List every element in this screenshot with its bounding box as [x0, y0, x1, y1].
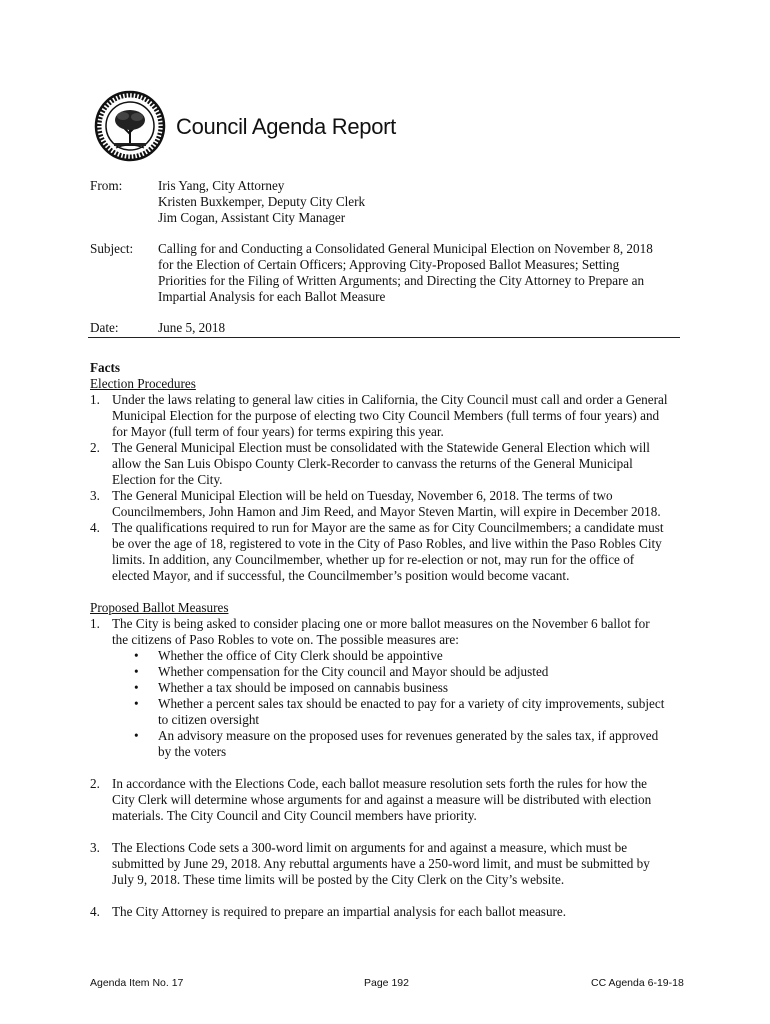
- from-block: [158, 178, 678, 226]
- bullet-icon: •: [134, 680, 139, 695]
- bullet-icon: •: [134, 696, 139, 711]
- item-line: The qualifications required to run for Mayor are the same as for City Councilmembers; a candidate must: [112, 520, 664, 535]
- item-number: 2.: [90, 440, 100, 455]
- bullet-line: An advisory measure on the proposed uses for revenues generated by the sales tax, if approved: [158, 728, 659, 743]
- item-line: be over the age of 18, registered to vote in the City of Paso Robles, and live within the Paso Robles City: [112, 536, 662, 551]
- date-label: Date:: [90, 320, 119, 335]
- subject-block: [158, 241, 678, 305]
- page-title: Council Agenda Report: [176, 114, 396, 139]
- measure-bullet: [90, 728, 682, 760]
- from-label: From:: [90, 178, 123, 193]
- measure-bullet: [90, 696, 682, 728]
- bullet-line: Whether a percent sales tax should be enacted to pay for a variety of city improvements, subject: [158, 696, 665, 711]
- item-line: The General Municipal Election must be consolidated with the Statewide General Election which will: [112, 440, 650, 455]
- item-number: 4.: [90, 904, 100, 919]
- item-line: July 9, 2018. These time limits will be posted by the City Clerk on the City’s website.: [112, 872, 565, 887]
- item-line: The General Municipal Election will be held on Tuesday, November 6, 2018. The terms of two: [112, 488, 613, 503]
- ballot-item: [90, 776, 682, 824]
- city-seal-icon: [94, 90, 166, 162]
- bullet-line: Whether compensation for the City council and Mayor should be adjusted: [158, 664, 549, 679]
- measure-bullet: [90, 664, 682, 680]
- election-procedures-heading: Election Procedures: [90, 376, 196, 391]
- header-divider: [88, 337, 680, 338]
- item-line: allow the San Luis Obispo County Clerk-Recorder to canvass the returns of the General Municipal: [112, 456, 633, 471]
- election-item: [90, 488, 682, 520]
- bullet-icon: •: [134, 664, 139, 679]
- item-line: In accordance with the Elections Code, each ballot measure resolution sets forth the rules for how the: [112, 776, 648, 791]
- from-line: Jim Cogan, Assistant City Manager: [158, 210, 346, 225]
- item-line: Under the laws relating to general law cities in California, the City Council must call and order a General: [112, 392, 668, 407]
- subject-label: Subject:: [90, 241, 134, 256]
- footer-agenda-item: Agenda Item No. 17: [90, 977, 184, 989]
- subject-line: Priorities for the Filing of Written Arguments; and Directing the City Attorney to Prepare an: [158, 273, 645, 288]
- report-body: [90, 360, 682, 920]
- from-line: Iris Yang, City Attorney: [158, 178, 285, 193]
- bullet-line: to citizen oversight: [158, 712, 260, 727]
- subject-line: Impartial Analysis for each Ballot Measure: [158, 289, 386, 304]
- bullet-line: by the voters: [158, 744, 227, 759]
- footer-page-number: Page 192: [364, 977, 409, 989]
- item-line: Councilmembers, John Hamon and Jim Reed, and Mayor Steven Martin, will expire in December 2018.: [112, 504, 661, 519]
- bullet-icon: •: [134, 648, 139, 663]
- election-item: [90, 520, 682, 584]
- item-line: submitted by June 29, 2018. Any rebuttal arguments have a 250-word limit, and must be submitted by: [112, 856, 650, 871]
- item-number: 4.: [90, 520, 100, 535]
- election-item: [90, 440, 682, 488]
- item-number: 3.: [90, 488, 100, 503]
- item-line: City Clerk will determine whose arguments for and against a measure will be distributed with election: [112, 792, 652, 807]
- item-line: The City Attorney is required to prepare an impartial analysis for each ballot measure.: [112, 904, 567, 919]
- measure-bullet: [90, 680, 682, 696]
- item-number: 3.: [90, 840, 100, 855]
- from-line: Kristen Buxkemper, Deputy City Clerk: [158, 194, 366, 209]
- bullet-line: Whether a tax should be imposed on cannabis business: [158, 680, 449, 695]
- item-line: The City is being asked to consider placing one or more ballot measures on the November 6 ballot for: [112, 616, 650, 631]
- item-line: Election for the City.: [112, 472, 223, 487]
- bullet-icon: •: [134, 728, 139, 743]
- ballot-measures-heading: Proposed Ballot Measures: [90, 600, 229, 615]
- subject-line: for the Election of Certain Officers; Approving City-Proposed Ballot Measures; Setting: [158, 257, 620, 272]
- item-line: materials. The City Council and City Council members have priority.: [112, 808, 477, 823]
- item-line: elected Mayor, and if successful, the Councilmember’s position would become vacant.: [112, 568, 570, 583]
- subject-line: Calling for and Conducting a Consolidated General Municipal Election on November 8, 2018: [158, 241, 653, 256]
- election-item: [90, 392, 682, 440]
- ballot-item: [90, 616, 682, 648]
- date-value: June 5, 2018: [158, 320, 226, 335]
- footer-agenda-date: CC Agenda 6-19-18: [591, 977, 684, 989]
- ballot-item: [90, 840, 682, 888]
- item-number: 1.: [90, 392, 100, 407]
- item-line: for Mayor (full term of four years) for terms expiring this year.: [112, 424, 444, 439]
- item-line: The Elections Code sets a 300-word limit on arguments for and against a measure, which must be: [112, 840, 628, 855]
- measure-bullet: [90, 648, 682, 664]
- item-number: 1.: [90, 616, 100, 631]
- ballot-item: [90, 904, 682, 920]
- item-line: Municipal Election for the purpose of electing two City Council Members (full terms of four years) and: [112, 408, 660, 423]
- bullet-line: Whether the office of City Clerk should be appointive: [158, 648, 443, 663]
- item-line: limits. In addition, any Councilmember, whether up for re-election or not, may run for the office of: [112, 552, 635, 567]
- item-number: 2.: [90, 776, 100, 791]
- facts-heading: Facts: [90, 360, 121, 375]
- item-line: the citizens of Paso Robles to vote on. The possible measures are:: [112, 632, 459, 647]
